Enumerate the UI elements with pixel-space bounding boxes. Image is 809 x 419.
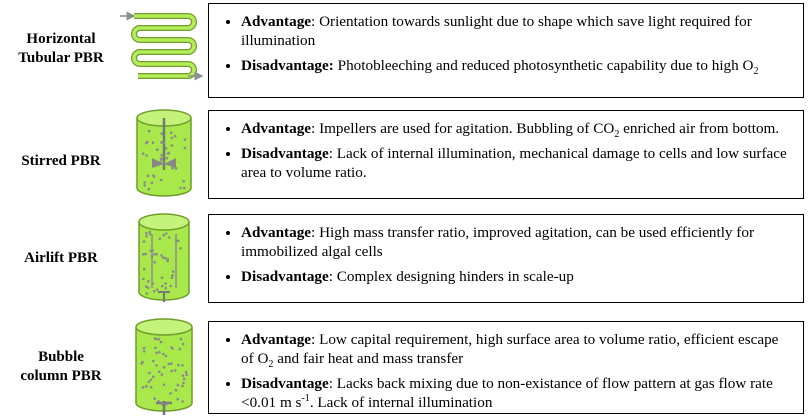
bubble-dot	[158, 351, 161, 354]
bubble-dot	[152, 376, 155, 379]
bubble-dot	[154, 347, 157, 350]
bubble-dot	[168, 363, 171, 366]
bubble-dot	[147, 286, 150, 289]
bubble-dot	[155, 253, 158, 256]
bubble-dot	[168, 236, 171, 239]
advantage-item: • Advantage: High mass transfer ratio, improved agitation, can be used efficiently for immobilized algal cells	[241, 223, 793, 261]
bubble-dot	[184, 138, 187, 141]
bubble-dot	[177, 240, 180, 243]
bubble-dot	[163, 366, 166, 369]
reactor-label-stirred	[0, 152, 122, 171]
bubble-dot	[160, 157, 163, 160]
bubble-dot	[152, 360, 155, 363]
bubble-dot	[183, 378, 186, 381]
bubble-dot	[155, 338, 158, 341]
disadvantage-item: • Disadvantage: Lack of internal illumination, mechanical damage to cells and low surface area to volume ratio.	[241, 144, 793, 182]
bubble-dot	[151, 282, 154, 285]
bubble-dot	[167, 401, 170, 404]
bubble-dot	[161, 277, 164, 280]
bubble-dot	[148, 188, 151, 191]
reactor-label-line: Bubble	[38, 349, 84, 365]
advantage-item: • Advantage: Impellers are used for agitation. Bubbling of $CO_2$ enriched air from bottom.	[241, 119, 793, 138]
bubble-dot	[162, 234, 165, 237]
bubble-dot	[182, 374, 185, 377]
bubble-dot	[184, 147, 187, 150]
bubble-dot	[148, 130, 151, 133]
reactor-label-line: Airlift PBR	[24, 250, 98, 266]
bubble-dot	[159, 161, 162, 164]
bubble-dot	[170, 131, 173, 134]
bubble-dot	[142, 278, 145, 281]
bubble-dot	[146, 141, 149, 144]
bubble-dot	[177, 384, 180, 387]
bubble-dot	[142, 152, 145, 155]
bubble-dot	[157, 400, 160, 403]
bubble-dot	[165, 147, 168, 150]
bubble-dot	[162, 162, 165, 165]
bubble-dot	[166, 260, 169, 263]
advantage-item: • Advantage: Low capital requirement, high surface area to volume ratio, efficient escape of $O_2$ and fair heat and mass transfer	[241, 330, 793, 368]
bubble-dot	[177, 398, 180, 401]
reactor-label-horizontal-tubular	[0, 30, 122, 68]
bubble-dot	[145, 154, 148, 157]
bubble-dot	[165, 232, 168, 235]
bubble-dot	[157, 338, 160, 341]
bubble-dot	[171, 137, 174, 140]
advantage-item: • Advantage: Orientation towards sunlight due to shape which save light required for illumination	[241, 12, 793, 50]
bubble-dot	[149, 233, 152, 236]
bubble-dot	[150, 250, 153, 253]
bubble-dot	[142, 386, 145, 389]
bubble-dot	[147, 280, 150, 283]
reactor-description-stirred	[208, 110, 804, 199]
bubble-dot	[145, 232, 148, 235]
reactor-label-line: Stirred PBR	[21, 153, 101, 169]
reactor-label-line: column PBR	[20, 368, 102, 384]
bubble-dot	[164, 287, 167, 290]
bubble-dot	[151, 255, 154, 258]
bubble-dot	[161, 285, 164, 288]
bubble-dot	[143, 268, 146, 271]
bubble-dot	[171, 167, 174, 170]
bubble-dot	[147, 175, 150, 178]
bubble-dot	[185, 371, 188, 374]
bubble-dot	[149, 231, 152, 234]
bubble-dot	[169, 392, 172, 395]
bubble-dot	[167, 152, 170, 155]
bubble-dot	[177, 364, 180, 367]
bubble-dot	[182, 343, 185, 346]
bubble-dot	[152, 141, 155, 144]
bubble-dot	[171, 347, 174, 350]
bubble-dot	[181, 400, 184, 403]
bubble-dot	[163, 384, 166, 387]
bubble-dot	[182, 180, 185, 183]
bubble-dot	[161, 141, 164, 144]
bubble-dot	[161, 403, 164, 406]
bubble-dot	[153, 397, 156, 400]
bubble-dot	[171, 274, 174, 277]
bubble-dot	[153, 261, 156, 264]
bubble-dot	[158, 370, 161, 373]
disadvantage-item: • Disadvantage: Complex designing hinders in scale-up	[241, 267, 793, 286]
reactor-label-line: Tubular PBR	[18, 50, 104, 66]
bubble-dot	[153, 290, 156, 293]
bubble-dot	[156, 288, 159, 291]
bubble-dot	[160, 132, 163, 135]
airlift-column-icon	[135, 212, 193, 304]
serpentine-tube-icon	[118, 8, 204, 88]
bubble-dot	[152, 174, 155, 177]
bubble-dot	[144, 253, 147, 256]
bubble-dot	[142, 253, 145, 256]
bubble-dot	[145, 385, 148, 388]
bubble-dot	[166, 157, 169, 160]
bubble-dot	[155, 352, 158, 355]
bubble-dot	[164, 257, 167, 260]
stirred-tank-icon	[133, 108, 195, 200]
bubble-dot	[181, 364, 184, 367]
disadvantage-item: • Disadvantage: Photobleeching and reduced photosynthetic capability due to high $O_2$	[241, 56, 793, 75]
bubble-dot	[146, 292, 149, 295]
bubble-dot	[143, 350, 146, 353]
bubble-dot	[171, 276, 174, 279]
bubble-dot	[160, 179, 163, 182]
reactor-description-horizontal-tubular	[208, 3, 804, 98]
bubble-dot	[153, 253, 156, 256]
bubble-dot	[160, 154, 163, 157]
bubble-dot	[170, 362, 173, 365]
bubble-dot	[180, 338, 183, 341]
disadvantage-item: • Disadvantage: Lacks back mixing due to non-existance of flow pattern at gas flow rate <0.01 m $s^{-1}$. Lack of internal illumination	[241, 374, 793, 412]
bubble-dot	[179, 348, 182, 351]
bubble-dot	[148, 380, 151, 383]
bubble-dot	[155, 364, 158, 367]
bubble-dot	[161, 373, 164, 376]
bubble-dot	[174, 166, 177, 169]
bubble-dot	[143, 184, 146, 187]
bubble-dot	[174, 369, 177, 372]
bubble-dot	[148, 372, 151, 375]
bubble-dot	[156, 148, 159, 151]
bubble-dot	[160, 254, 163, 257]
bubble-dot	[140, 362, 143, 365]
bubble-dot	[150, 386, 153, 389]
bubble-dot	[143, 181, 146, 184]
reactor-description-bubble-column	[208, 321, 804, 414]
bubble-dot	[165, 355, 168, 358]
bubble-dot	[165, 403, 168, 406]
bubble-dot	[162, 353, 165, 356]
reactor-label-line: Horizontal	[26, 31, 96, 47]
bubble-dot	[179, 247, 182, 250]
bubble-dot	[175, 239, 178, 242]
bubble-dot	[182, 382, 185, 385]
bubble-dot	[169, 285, 172, 288]
reactor-label-bubble-column	[0, 348, 122, 386]
bubble-dot	[185, 373, 188, 376]
bubble-dot	[171, 370, 174, 373]
bubble-dot	[181, 385, 184, 388]
bubble-dot	[171, 144, 174, 147]
bubble-dot	[160, 341, 163, 344]
bubble-dot	[150, 378, 153, 381]
bubble-dot	[145, 235, 148, 238]
reactor-label-airlift	[0, 249, 122, 268]
bubble-dot	[151, 182, 154, 185]
bubble-dot	[172, 270, 175, 273]
bubble-dot	[143, 347, 146, 350]
bubble-dot	[179, 187, 182, 190]
bubble-dot	[183, 187, 186, 190]
bubble-dot	[164, 282, 167, 285]
reactor-description-airlift	[208, 214, 804, 303]
bubble-dot	[175, 389, 178, 392]
bubble-dot	[143, 240, 146, 243]
bubble-column-icon	[132, 317, 196, 417]
bubble-dot	[159, 238, 162, 241]
bubble-dot	[174, 135, 177, 138]
